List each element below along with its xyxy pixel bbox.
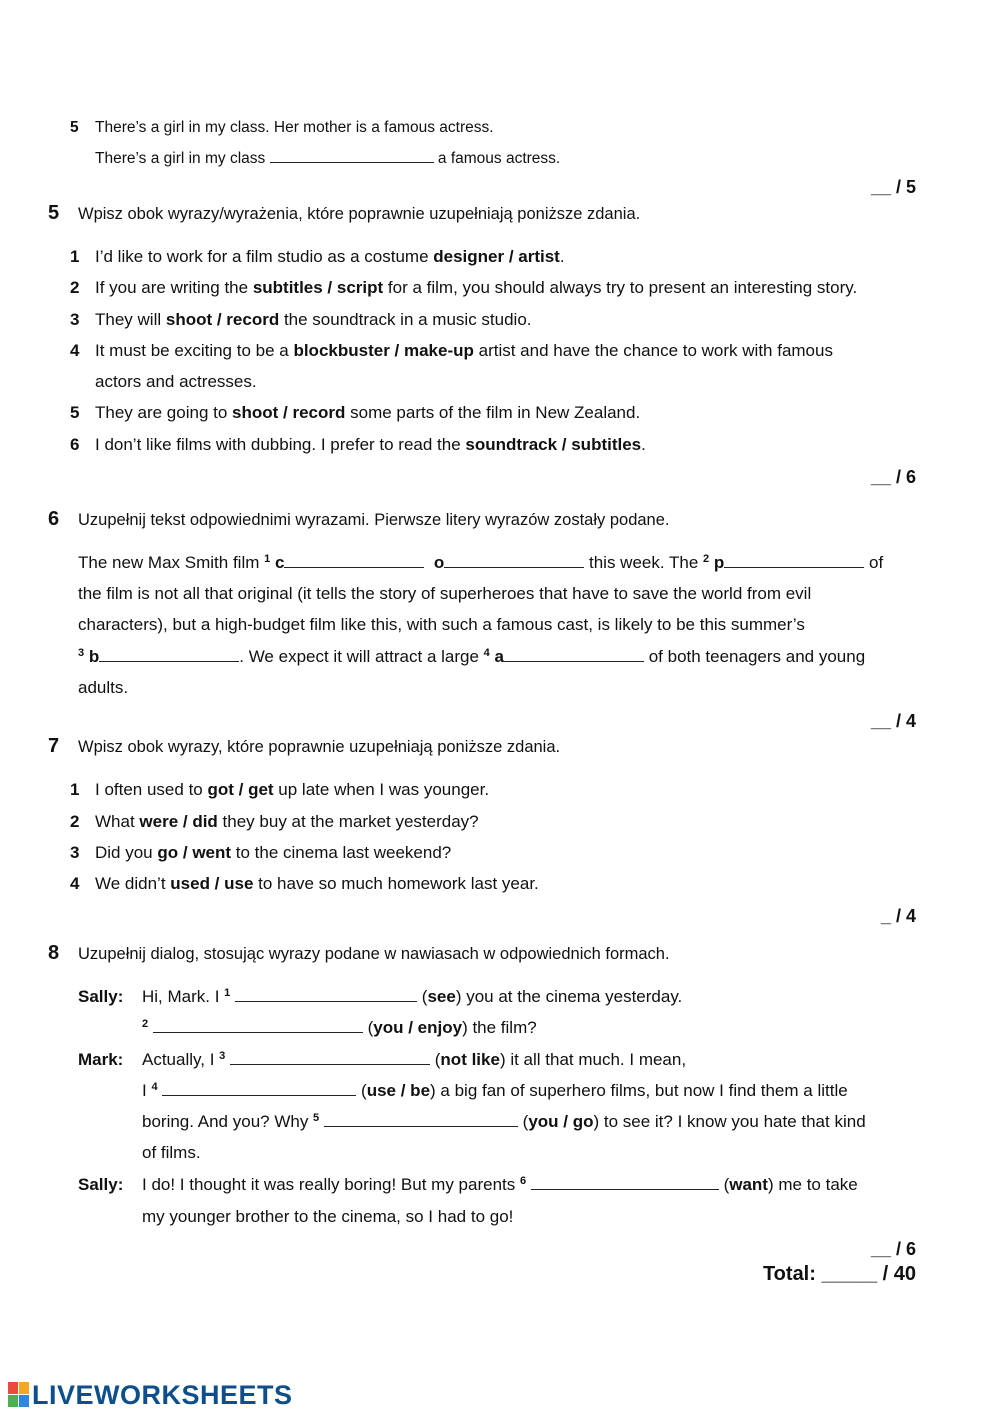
section-instruction: Wpisz obok wyrazy, które poprawnie uzupełniają poniższe zdania. [78, 738, 561, 756]
answer-blank[interactable] [324, 1112, 518, 1127]
speaker-sally: Sally: [78, 987, 124, 1006]
paragraph-line [78, 553, 883, 573]
item-choice[interactable]: soundtrack / subtitles [465, 435, 642, 454]
item-text: We didn’t [95, 874, 171, 893]
section-instruction: Uzupełnij dialog, stosując wyrazy podane w nawiasach w odpowiednich formach. [78, 945, 670, 963]
first-letter: p [713, 553, 725, 572]
answer-blank[interactable] [504, 647, 644, 662]
item-text: If you are writing the [95, 278, 253, 297]
item-choice[interactable]: shoot / record [232, 403, 346, 422]
liveworksheets-logo[interactable] [8, 1380, 293, 1411]
item-number: 5 [70, 119, 79, 136]
dialog-line [142, 1175, 858, 1195]
text: Actually, I [142, 1050, 220, 1069]
rewrite-part-b: a famous actress. [437, 150, 561, 167]
item-choice[interactable]: shoot / record [165, 310, 280, 329]
answer-blank[interactable] [230, 1050, 430, 1065]
paragraph-line [78, 647, 865, 667]
section-score: __ / 4 [870, 711, 916, 731]
speaker-sally: Sally: [78, 1175, 124, 1194]
item-text: . [641, 435, 646, 454]
item-number: 3 [70, 843, 80, 862]
gap-number: 3 [78, 647, 85, 659]
item-number: 5 [70, 403, 80, 422]
item-text: What [95, 812, 140, 831]
gap-number: 4 [151, 1081, 158, 1093]
item-text: the soundtrack in a music studio. [279, 310, 532, 329]
section-number: 8 [48, 942, 60, 964]
item-choice[interactable]: go / went [157, 843, 232, 862]
answer-blank[interactable] [270, 148, 434, 163]
item-text: some parts of the film in New Zealand. [345, 403, 641, 422]
item-text: to the cinema last weekend? [231, 843, 452, 862]
item-text: They will [95, 310, 166, 329]
list-item [95, 278, 857, 298]
item-choice[interactable]: subtitles / script [252, 278, 384, 297]
gap-number: 4 [483, 647, 490, 659]
section-number: 5 [48, 202, 60, 224]
item-text: It must be exciting to be a [95, 341, 294, 360]
gap-number: 6 [519, 1175, 527, 1187]
item-text: up late when I was younger. [273, 780, 490, 799]
item-number: 2 [70, 278, 80, 297]
list-item [95, 435, 646, 455]
rewrite-part-a: There’s a girl in my class [95, 150, 266, 167]
section-score: __ / 5 [870, 177, 916, 197]
first-letter: b [88, 647, 100, 666]
gap-number: 2 [142, 1018, 149, 1030]
item-number: 1 [70, 247, 80, 266]
item-number: 4 [70, 341, 80, 360]
list-item [95, 780, 489, 800]
text: I [142, 1081, 152, 1100]
answer-blank[interactable] [99, 647, 239, 662]
verb-hint: use / be [366, 1081, 431, 1100]
gap-number: 1 [224, 987, 231, 999]
answer-blank[interactable] [724, 553, 864, 568]
text: of both teenagers and young [643, 647, 866, 666]
item-choice[interactable]: blockbuster / make-up [293, 341, 474, 360]
total-score: Total: _____ / 40 [762, 1263, 916, 1285]
dialog-line [142, 1081, 848, 1101]
list-item [95, 247, 565, 267]
answer-blank[interactable] [444, 553, 584, 568]
section-instruction: Uzupełnij tekst odpowiednimi wyrazami. Pierwsze litery wyrazów zostały podane. [78, 511, 670, 529]
text: ) a big fan of superhero films, but now I find them a little [430, 1081, 848, 1100]
item-text: artist and have the chance to work with famous [473, 341, 833, 360]
section-instruction: Wpisz obok wyrazy/wyrażenia, które poprawnie uzupełniają poniższe zdania. [78, 205, 641, 223]
text: I do! I thought it was really boring! But my parents [142, 1175, 520, 1194]
dialog-line [142, 1018, 537, 1038]
gap-number: 3 [219, 1050, 226, 1062]
text: . We expect it will attract a large [239, 647, 484, 666]
text: of [864, 553, 884, 572]
dialog-line: my younger brother to the cinema, so I had to go! [142, 1207, 514, 1226]
item-choice[interactable]: got / get [207, 780, 274, 799]
gap-number: 1 [264, 553, 271, 565]
item-text: They are going to [95, 403, 233, 422]
item-number: 1 [70, 780, 80, 799]
dialog-line: of films. [142, 1143, 201, 1162]
item-text: for a film, you should always try to present an interesting story. [383, 278, 858, 297]
paren: ( [723, 1175, 730, 1194]
list-item [95, 341, 833, 361]
original-sentence: There’s a girl in my class. Her mother is a famous actress. [95, 119, 494, 136]
answer-blank[interactable] [235, 987, 417, 1002]
logo-badge-icon [8, 1382, 30, 1408]
text: The new Max Smith film [78, 553, 265, 572]
list-item [95, 874, 539, 894]
text: ) to see it? I know you hate that kind [593, 1112, 866, 1131]
first-letter: c [274, 553, 285, 572]
item-text: to have so much homework last year. [253, 874, 539, 893]
text: boring. And you? Why [142, 1112, 314, 1131]
item-number: 6 [70, 435, 80, 454]
list-item [95, 403, 640, 423]
item-text: I don’t like films with dubbing. I prefer to read the [95, 435, 466, 454]
section-number: 7 [48, 735, 60, 757]
item-choice[interactable]: were / did [139, 812, 218, 831]
item-number: 2 [70, 812, 80, 831]
list-item [95, 310, 532, 330]
paren: ( [434, 1050, 441, 1069]
dialog-line [142, 987, 682, 1007]
first-letter: a [494, 647, 504, 666]
verb-hint: you / enjoy [373, 1018, 463, 1037]
item-choice[interactable]: designer / artist [433, 247, 560, 266]
paragraph-line: adults. [78, 678, 129, 697]
item-text: I’d like to work for a film studio as a costume [95, 247, 434, 266]
answer-blank[interactable] [162, 1081, 356, 1096]
verb-hint: you / go [528, 1112, 594, 1131]
item-choice[interactable]: used / use [170, 874, 254, 893]
text: Hi, Mark. I [142, 987, 225, 1006]
gap-number: 5 [313, 1112, 320, 1124]
item-number: 4 [70, 874, 80, 893]
answer-blank[interactable] [153, 1018, 363, 1033]
dialog-line [142, 1050, 686, 1070]
paragraph-line: characters), but a high-budget film like this, with such a famous cast, is likely to be this summer’s [78, 615, 805, 634]
item-text: they buy at the market yesterday? [217, 812, 479, 831]
list-item [95, 812, 479, 832]
rewrite-sentence [95, 148, 560, 168]
paragraph-line: the film is not all that original (it tells the story of superheroes that have to save the world from evil [78, 584, 812, 603]
text: ) the film? [462, 1018, 537, 1037]
dialog-line [142, 1112, 866, 1132]
section-number: 6 [48, 508, 60, 530]
item-text: Did you [95, 843, 158, 862]
answer-blank[interactable] [284, 553, 424, 568]
verb-hint: not like [440, 1050, 500, 1069]
verb-hint: want [729, 1175, 768, 1194]
text: this week. The [584, 553, 704, 572]
text: ) me to take [767, 1175, 858, 1194]
first-letter: o [433, 553, 445, 572]
paren: ( [522, 1112, 529, 1131]
gap-number: 2 [703, 553, 710, 565]
paren: ( [421, 987, 428, 1006]
paren: ( [367, 1018, 374, 1037]
verb-hint: see [427, 987, 456, 1006]
answer-blank[interactable] [531, 1175, 719, 1190]
item-number: 3 [70, 310, 80, 329]
list-item [95, 843, 451, 863]
section-score: _ / 4 [880, 906, 916, 926]
item-text: I often used to [95, 780, 208, 799]
text: ) you at the cinema yesterday. [455, 987, 683, 1006]
section-score: __ / 6 [870, 1239, 916, 1259]
list-item-continuation: actors and actresses. [95, 372, 257, 391]
section-score: __ / 6 [870, 467, 916, 487]
text: ) it all that much. I mean, [499, 1050, 687, 1069]
paren: ( [361, 1081, 367, 1100]
speaker-mark: Mark: [78, 1050, 124, 1069]
logo-text: LIVEWORKSHEETS [32, 1380, 293, 1410]
item-text: . [559, 247, 565, 266]
